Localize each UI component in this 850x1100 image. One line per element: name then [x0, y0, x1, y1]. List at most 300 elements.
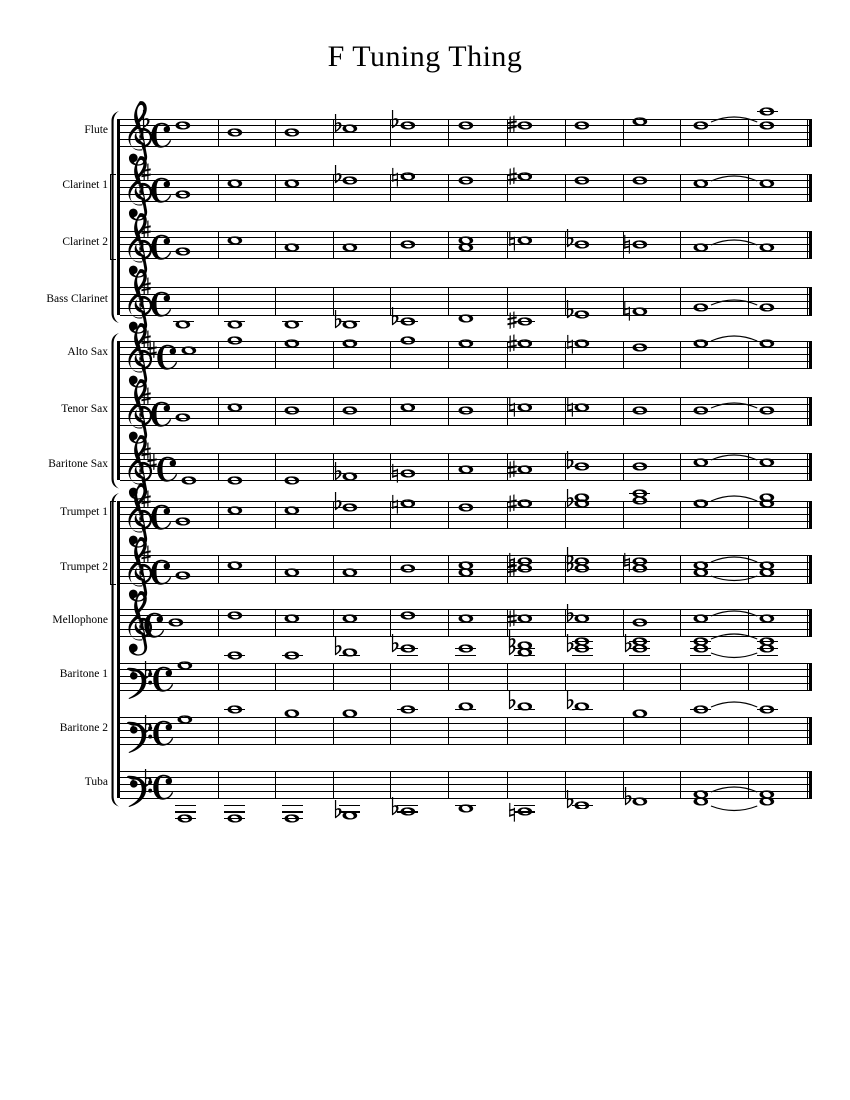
tie — [709, 236, 759, 247]
staff-line — [120, 771, 812, 772]
staff-line — [120, 368, 812, 369]
staff-line — [120, 723, 812, 724]
barline — [623, 663, 624, 691]
final-barline-thin — [807, 341, 808, 369]
note-head — [693, 705, 709, 714]
staff-line — [120, 361, 812, 362]
key-signature-sharp — [141, 386, 151, 408]
barline — [218, 397, 219, 425]
barline — [448, 174, 449, 202]
final-barline-thick — [809, 174, 812, 202]
note-head — [517, 465, 533, 474]
ledger-line — [757, 648, 778, 649]
note-head — [342, 176, 358, 185]
staff-line — [120, 425, 812, 426]
barline — [275, 231, 276, 259]
note-head — [458, 702, 474, 711]
instrument-name: Flute — [84, 124, 108, 137]
common-time-signature — [153, 720, 175, 746]
note-head — [284, 179, 300, 188]
note-head — [693, 243, 709, 252]
barline — [748, 174, 749, 202]
barline — [390, 555, 391, 583]
common-time-signature — [157, 344, 179, 370]
note-head — [759, 637, 775, 646]
final-barline-thick — [809, 555, 812, 583]
note-head — [574, 462, 590, 471]
note-head — [342, 406, 358, 415]
tie — [709, 399, 759, 410]
note-head — [400, 240, 416, 249]
note-head — [458, 339, 474, 348]
flat-accidental — [507, 691, 517, 712]
tie — [709, 332, 759, 343]
barline — [680, 119, 681, 147]
note-head — [574, 493, 590, 502]
note-head — [458, 614, 474, 623]
barline — [448, 341, 449, 369]
natural-accidental — [507, 801, 517, 823]
note-head — [632, 618, 648, 627]
tie — [709, 492, 759, 503]
note-head — [693, 303, 709, 312]
staff-line — [120, 683, 812, 684]
note-head — [227, 506, 243, 515]
note-head — [227, 611, 243, 620]
note-head — [693, 179, 709, 188]
note-head — [759, 406, 775, 415]
barline — [333, 555, 334, 583]
note-head — [632, 637, 648, 646]
barline — [748, 663, 749, 691]
note-head — [175, 121, 191, 130]
barline — [680, 501, 681, 529]
note-head — [400, 611, 416, 620]
instrument-name: Baritone 1 — [59, 668, 108, 681]
tie — [709, 651, 759, 662]
note-head — [342, 124, 358, 133]
note-head — [284, 243, 300, 252]
note-head — [400, 317, 416, 326]
barline — [275, 663, 276, 691]
flat-accidental — [565, 451, 575, 472]
note-head — [517, 702, 533, 711]
note-head — [284, 320, 300, 329]
barline — [748, 453, 749, 481]
staff-line — [120, 480, 812, 481]
staff-line — [120, 690, 812, 691]
note-head — [227, 236, 243, 245]
note-head — [632, 797, 648, 806]
key-signature-sharp — [141, 276, 151, 298]
common-time-signature — [151, 234, 173, 260]
note-head — [574, 339, 590, 348]
flat-accidental — [333, 637, 343, 658]
note-head — [574, 403, 590, 412]
final-barline-thick — [809, 287, 812, 315]
note-head — [458, 121, 474, 130]
instrument-name: Alto Sax — [67, 346, 108, 359]
barline — [448, 119, 449, 147]
ledger-line — [175, 805, 196, 806]
barline — [390, 231, 391, 259]
note-head — [284, 506, 300, 515]
final-barline-thick — [809, 119, 812, 147]
note-head — [458, 503, 474, 512]
note-head — [284, 814, 300, 823]
flat-accidental — [565, 691, 575, 712]
barline — [565, 717, 566, 745]
barline — [218, 771, 219, 799]
note-head — [175, 320, 191, 329]
staff-line — [120, 194, 812, 195]
tie — [709, 698, 759, 709]
note-head — [342, 648, 358, 657]
staff-line — [120, 528, 812, 529]
staff-line — [120, 231, 812, 232]
barline — [507, 663, 508, 691]
staff-line — [120, 777, 812, 778]
common-time-signature — [151, 559, 173, 585]
barline — [448, 501, 449, 529]
barline — [448, 397, 449, 425]
barline — [390, 663, 391, 691]
system-bracket — [108, 331, 120, 491]
barline — [275, 555, 276, 583]
ledger-line — [629, 655, 650, 656]
barline — [390, 771, 391, 799]
key-signature-flat — [143, 661, 153, 682]
tie — [709, 607, 759, 618]
key-signature-flat — [143, 769, 153, 790]
note-head — [517, 339, 533, 348]
barline — [218, 717, 219, 745]
barline — [623, 609, 624, 637]
common-time-signature — [151, 401, 173, 427]
note-head — [574, 557, 590, 566]
key-signature-sharp — [141, 544, 151, 566]
note-head — [632, 557, 648, 566]
note-head — [517, 614, 533, 623]
barline — [218, 453, 219, 481]
note-head — [759, 179, 775, 188]
flat-accidental — [333, 310, 343, 331]
final-barline-thick — [809, 771, 812, 799]
barline — [448, 231, 449, 259]
note-head — [458, 314, 474, 323]
note-head — [284, 651, 300, 660]
sub-bracket — [110, 501, 116, 585]
barline — [275, 717, 276, 745]
barline — [748, 501, 749, 529]
common-time-signature — [151, 504, 173, 530]
flat-accidental — [390, 307, 400, 328]
barline — [448, 717, 449, 745]
staff-line — [120, 146, 812, 147]
note-head — [517, 499, 533, 508]
final-barline-thin — [807, 119, 808, 147]
instrument-name: Tuba — [84, 776, 108, 789]
natural-accidental — [507, 551, 517, 573]
note-head — [458, 644, 474, 653]
note-head — [400, 499, 416, 508]
note-head — [693, 637, 709, 646]
note-head — [458, 236, 474, 245]
natural-accidental — [565, 396, 575, 418]
note-head — [693, 614, 709, 623]
barline — [680, 663, 681, 691]
staff-line — [120, 201, 812, 202]
barline — [680, 771, 681, 799]
note-head — [517, 236, 533, 245]
staff-line — [120, 287, 812, 288]
common-time-signature — [151, 122, 173, 148]
barline — [680, 231, 681, 259]
ledger-line — [224, 805, 245, 806]
ledger-line — [282, 811, 303, 812]
barline — [275, 453, 276, 481]
barline — [680, 341, 681, 369]
note-head — [517, 403, 533, 412]
note-head — [632, 117, 648, 126]
note-head — [693, 790, 709, 799]
common-time-signature — [153, 774, 175, 800]
final-barline-thin — [807, 609, 808, 637]
note-head — [632, 343, 648, 352]
note-head — [400, 336, 416, 345]
barline — [448, 609, 449, 637]
barline — [680, 609, 681, 637]
barline — [218, 231, 219, 259]
barline — [275, 119, 276, 147]
barline — [748, 341, 749, 369]
note-head — [517, 172, 533, 181]
note-head — [574, 176, 590, 185]
instrument-name: Bass Clarinet — [46, 292, 108, 305]
note-head — [693, 561, 709, 570]
note-head — [574, 801, 590, 810]
final-barline-thick — [809, 231, 812, 259]
note-head — [632, 489, 648, 498]
barline — [680, 287, 681, 315]
note-head — [400, 172, 416, 181]
barline — [390, 609, 391, 637]
key-signature-sharp — [141, 489, 151, 511]
note-head — [574, 702, 590, 711]
note-head — [632, 709, 648, 718]
natural-accidental — [390, 462, 400, 484]
common-time-signature — [144, 612, 166, 638]
barline — [333, 609, 334, 637]
barline — [748, 119, 749, 147]
barline — [275, 287, 276, 315]
final-barline-thin — [807, 397, 808, 425]
barline — [623, 453, 624, 481]
note-head — [400, 121, 416, 130]
note-head — [693, 499, 709, 508]
staff-line — [120, 669, 812, 670]
ledger-line — [224, 811, 245, 812]
tie — [709, 451, 759, 462]
note-head — [400, 564, 416, 573]
note-head — [517, 641, 533, 650]
note-head — [227, 403, 243, 412]
final-barline-thick — [809, 341, 812, 369]
tie — [709, 172, 759, 183]
note-head — [284, 709, 300, 718]
instrument-name: Clarinet 2 — [62, 236, 108, 249]
staff-line — [120, 514, 812, 515]
barline — [748, 287, 749, 315]
note-head — [342, 709, 358, 718]
flat-accidental — [333, 462, 343, 483]
barline — [448, 771, 449, 799]
note-head — [284, 339, 300, 348]
sharp-accidental — [507, 459, 517, 481]
flat-accidental — [333, 492, 343, 513]
common-time-signature — [153, 666, 175, 692]
instrument-name: Tenor Sax — [61, 402, 108, 415]
tie — [709, 804, 759, 815]
barline — [565, 119, 566, 147]
barline — [623, 174, 624, 202]
staff-line — [120, 663, 812, 664]
barline — [333, 717, 334, 745]
note-head — [342, 243, 358, 252]
flat-accidental — [333, 800, 343, 821]
flat-accidental — [333, 114, 343, 135]
note-head — [175, 571, 191, 580]
barline — [333, 341, 334, 369]
staff-line — [120, 258, 812, 259]
final-barline-thin — [807, 231, 808, 259]
staff-line — [120, 737, 812, 738]
barline — [390, 717, 391, 745]
note-head — [693, 121, 709, 130]
note-head — [227, 179, 243, 188]
note-head — [181, 476, 197, 485]
instrument-name: Baritone 2 — [59, 722, 108, 735]
sub-bracket — [110, 174, 116, 261]
sharp-accidental — [507, 333, 517, 355]
flat-accidental — [565, 790, 575, 811]
flat-accidental — [333, 165, 343, 186]
barline — [218, 609, 219, 637]
barline — [390, 341, 391, 369]
barline — [333, 397, 334, 425]
barline — [448, 663, 449, 691]
note-head — [693, 339, 709, 348]
ledger-line — [514, 655, 535, 656]
final-barline-thin — [807, 453, 808, 481]
barline — [218, 287, 219, 315]
key-signature-flat — [141, 110, 151, 131]
ledger-line — [572, 648, 593, 649]
note-head — [284, 476, 300, 485]
instrument-name: Clarinet 1 — [62, 179, 108, 192]
flat-accidental — [565, 229, 575, 250]
final-barline-thick — [809, 397, 812, 425]
staff-line — [120, 139, 812, 140]
note-head — [632, 462, 648, 471]
staff-line — [120, 744, 812, 745]
note-head — [175, 190, 191, 199]
note-head — [177, 661, 193, 670]
natural-accidental — [622, 300, 632, 322]
key-signature-sharp — [141, 162, 151, 184]
note-head — [517, 557, 533, 566]
ledger-line — [175, 811, 196, 812]
note-head — [400, 705, 416, 714]
note-head — [574, 310, 590, 319]
note-head — [574, 121, 590, 130]
natural-accidental — [390, 493, 400, 515]
note-head — [458, 176, 474, 185]
note-head — [632, 307, 648, 316]
barline — [623, 119, 624, 147]
common-time-signature — [151, 291, 173, 317]
note-head — [400, 403, 416, 412]
flat-accidental — [565, 604, 575, 625]
note-head — [342, 472, 358, 481]
barline — [275, 501, 276, 529]
ledger-line — [757, 655, 778, 656]
common-time-signature — [151, 177, 173, 203]
barline — [748, 717, 749, 745]
note-head — [181, 346, 197, 355]
barline — [448, 453, 449, 481]
barline — [218, 341, 219, 369]
staff-line — [120, 132, 812, 133]
barline — [333, 231, 334, 259]
final-barline-thick — [809, 717, 812, 745]
tie — [709, 783, 759, 794]
sharp-accidental — [507, 114, 517, 136]
key-signature-sharp — [147, 340, 157, 362]
staff-line — [120, 730, 812, 731]
note-head — [177, 715, 193, 724]
common-time-signature — [157, 456, 179, 482]
note-head — [342, 503, 358, 512]
note-head — [400, 469, 416, 478]
note-head — [693, 406, 709, 415]
note-head — [759, 107, 775, 116]
note-head — [400, 807, 416, 816]
barline — [218, 119, 219, 147]
note-head — [458, 561, 474, 570]
tie — [709, 113, 759, 124]
note-head — [759, 458, 775, 467]
barline — [680, 453, 681, 481]
natural-accidental — [622, 551, 632, 573]
final-barline-thin — [807, 287, 808, 315]
ledger-line — [282, 805, 303, 806]
barline — [680, 174, 681, 202]
barline — [275, 341, 276, 369]
note-head — [632, 240, 648, 249]
note-head — [759, 705, 775, 714]
barline — [680, 555, 681, 583]
note-head — [458, 465, 474, 474]
note-head — [342, 339, 358, 348]
barline — [748, 397, 749, 425]
ledger-line — [455, 655, 476, 656]
barline — [680, 717, 681, 745]
note-head — [574, 240, 590, 249]
note-head — [517, 121, 533, 130]
note-head — [759, 561, 775, 570]
ledger-line — [629, 648, 650, 649]
